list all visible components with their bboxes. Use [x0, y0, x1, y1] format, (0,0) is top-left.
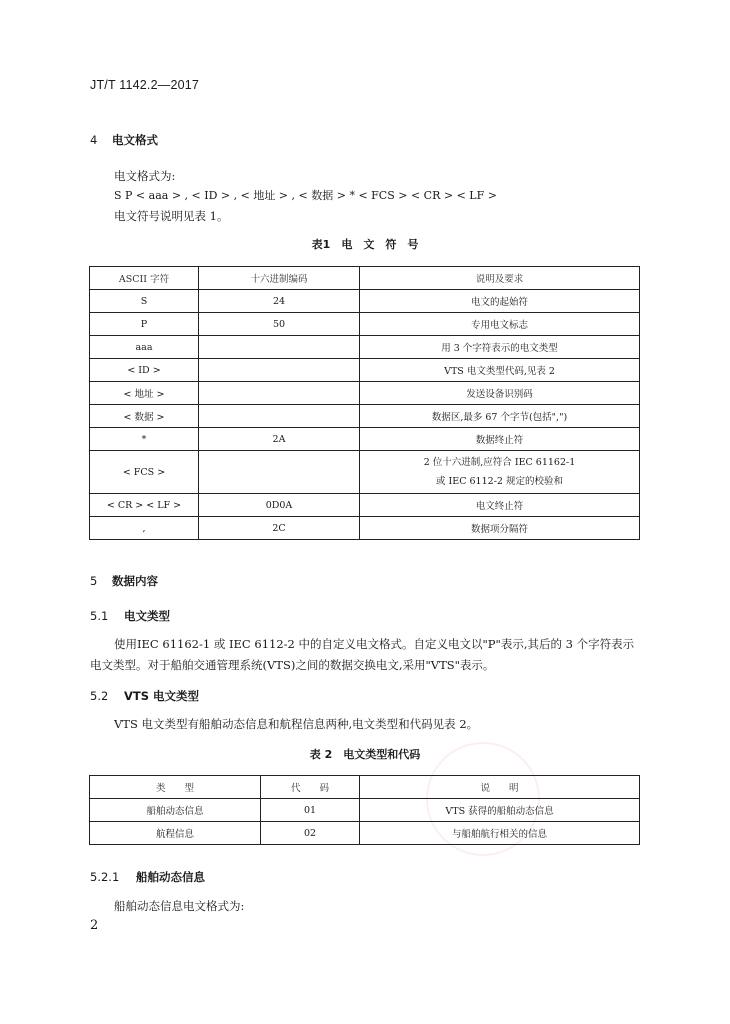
table-row: [90, 336, 640, 359]
cell-line: 或 IEC 6112-2 规定的校验和: [436, 476, 563, 487]
table-cell: 航程信息: [90, 822, 261, 845]
table-cell: VTS 获得的船舶动态信息: [360, 799, 640, 822]
table-cell: aaa: [90, 336, 199, 359]
table-cell: 50: [199, 313, 360, 336]
table1-caption: 表1 电 文 符 号: [311, 238, 419, 251]
table-cell: S: [90, 290, 199, 313]
section-5-1-paragraph: 使用IEC 61162-1 或 IEC 6112-2 中的自定义电文格式。自定义电文以"P"表示,其后的 3 个字符表示电文类型。对于船舶交通管理系统(VTS)之间的数据交换电文,采用"VTS"表示。: [90, 637, 635, 672]
section-5-2-1-heading: [90, 869, 205, 885]
table-cell: 电文终止符: [360, 494, 640, 517]
table-row: [90, 494, 640, 517]
table-row: [90, 359, 640, 382]
table-row: [90, 290, 640, 313]
table-cell: 用 3 个字符表示的电文类型: [360, 336, 640, 359]
column-header: 说 明: [360, 776, 640, 799]
table-cell: 24: [199, 290, 360, 313]
table-cell: < 数据 >: [90, 405, 199, 428]
table-cell: < 地址 >: [90, 382, 199, 405]
standard-number: JT/T 1142.2—2017: [90, 78, 200, 92]
table-row: [90, 382, 640, 405]
format-intro: 电文格式为:: [114, 169, 176, 183]
section-4-heading: [90, 132, 158, 148]
table-cell: ,: [90, 517, 199, 540]
table-cell: 数据终止符: [360, 428, 640, 451]
table-row: [90, 822, 640, 845]
section-title: 电文格式: [112, 133, 158, 147]
column-header: 十六进制编码: [199, 267, 360, 290]
table-cell: 01: [261, 799, 360, 822]
column-header: 说明及要求: [360, 267, 640, 290]
table-row: [90, 799, 640, 822]
table-cell: < CR > < LF >: [90, 494, 199, 517]
section-number: 5.2.1: [90, 870, 120, 884]
section-5-2-heading: [90, 688, 199, 704]
table-row: [90, 405, 640, 428]
section-number: 5: [90, 574, 98, 588]
table-cell: 与船舶航行相关的信息: [360, 822, 640, 845]
section-5-1-heading: [90, 608, 170, 624]
table-cell: 0D0A: [199, 494, 360, 517]
table-cell: [360, 451, 640, 494]
column-header: 类 型: [90, 776, 261, 799]
table-cell: [199, 405, 360, 428]
table-cell: [199, 336, 360, 359]
table-cell: VTS 电文类型代码,见表 2: [360, 359, 640, 382]
table-header-row: [90, 776, 640, 799]
format-string: S P < aaa > , < ID > , < 地址 > , < 数据 > * < FCS > < CR > < LF >: [114, 189, 497, 202]
table-cell: [199, 382, 360, 405]
section-title: 电文类型: [124, 609, 170, 623]
message-types-table: [89, 775, 640, 845]
table-cell: *: [90, 428, 199, 451]
column-header: ASCII 字符: [90, 267, 199, 290]
table2-caption: 表 2 电文类型和代码: [309, 748, 421, 761]
section-title: 数据内容: [112, 574, 158, 588]
table-row: [90, 428, 640, 451]
table-row: [90, 517, 640, 540]
table-cell: < FCS >: [90, 451, 199, 494]
table-cell: 发送设备识别码: [360, 382, 640, 405]
column-header: 代 码: [261, 776, 360, 799]
section-5-heading: [90, 573, 158, 589]
table-cell: [199, 451, 360, 494]
table-cell: 船舶动态信息: [90, 799, 261, 822]
table-cell: 专用电文标志: [360, 313, 640, 336]
cell-line: 2 位十六进制,应符合 IEC 61162-1: [423, 457, 576, 468]
section-number: 5.1: [90, 609, 109, 623]
table-cell: 02: [261, 822, 360, 845]
table-row: [90, 313, 640, 336]
table-cell: [199, 359, 360, 382]
format-reference: 电文符号说明见表 1。: [114, 209, 229, 223]
table-cell: 2A: [199, 428, 360, 451]
section-title: VTS 电文类型: [124, 689, 200, 703]
table-row: [90, 451, 640, 494]
table-cell: P: [90, 313, 199, 336]
section-number: 4: [90, 133, 98, 147]
table-header-row: [90, 267, 640, 290]
message-symbols-table: [89, 266, 640, 540]
table-cell: < ID >: [90, 359, 199, 382]
table-cell: 数据项分隔符: [360, 517, 640, 540]
section-5-2-paragraph: VTS 电文类型有船舶动态信息和航程信息两种,电文类型和代码见表 2。: [114, 717, 479, 731]
table-cell: 电文的起始符: [360, 290, 640, 313]
section-number: 5.2: [90, 689, 109, 703]
table-cell: 数据区,最多 67 个字节(包括","): [360, 405, 640, 428]
table-cell: 2C: [199, 517, 360, 540]
page-number: 2: [90, 918, 99, 933]
section-5-2-1-text: 船舶动态信息电文格式为:: [114, 899, 245, 913]
section-title: 船舶动态信息: [136, 870, 205, 884]
